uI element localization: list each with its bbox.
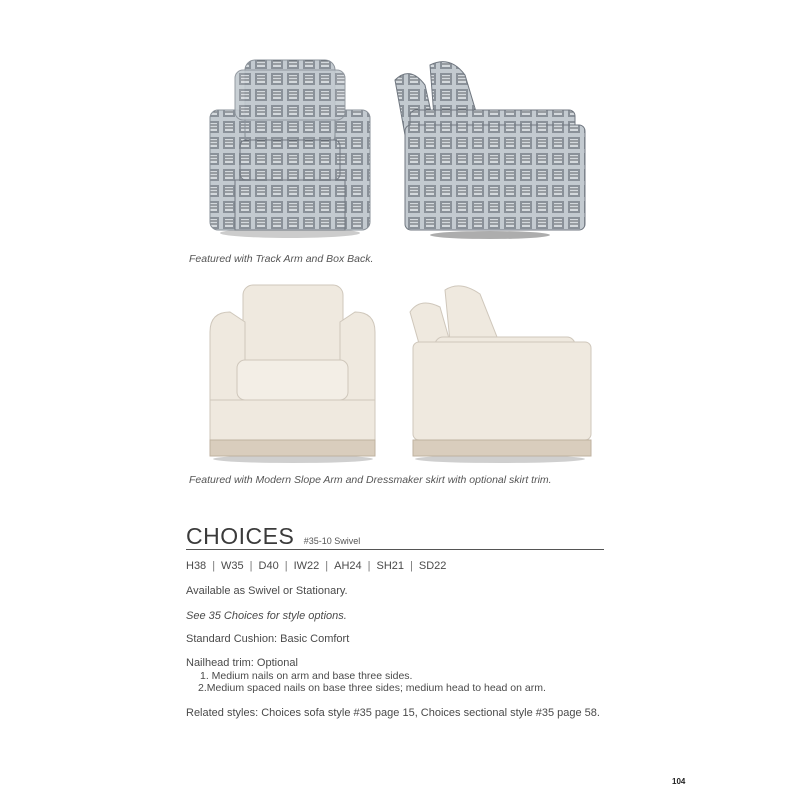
product-name: CHOICES bbox=[186, 523, 295, 549]
cushion-text: Standard Cushion: Basic Comfort bbox=[186, 633, 350, 645]
related-styles: Related styles: Choices sofa style #35 page 15, Choices sectional style #35 page 58. bbox=[186, 707, 600, 719]
dimensions: H38 | W35 | D40 | IW22 | AH24 | SH21 | SD22 bbox=[186, 560, 447, 572]
dim-inside-width: IW22 bbox=[293, 560, 320, 572]
cream-chair-front-image bbox=[205, 282, 380, 464]
patterned-chair-side-image bbox=[390, 55, 590, 240]
patterned-chair-front-image bbox=[205, 55, 375, 240]
dim-seat-height: SH21 bbox=[376, 560, 405, 572]
availability-text: Available as Swivel or Stationary. bbox=[186, 585, 348, 597]
dim-height: H38 bbox=[186, 560, 207, 572]
dim-width: W35 bbox=[221, 560, 244, 572]
caption-bottom: Featured with Modern Slope Arm and Dressmaker skirt with optional skirt trim. bbox=[189, 474, 552, 486]
nailhead-option-1: 1. Medium nails on arm and base three sides. bbox=[200, 670, 413, 682]
nailhead-option-2: 2.Medium spaced nails on base three sides; medium head to head on arm. bbox=[198, 682, 546, 694]
caption-top: Featured with Track Arm and Box Back. bbox=[189, 253, 374, 265]
dim-depth: D40 bbox=[258, 560, 279, 572]
style-note: See 35 Choices for style options. bbox=[186, 610, 347, 622]
dim-seat-depth: SD22 bbox=[418, 560, 447, 572]
dim-arm-height: AH24 bbox=[334, 560, 362, 572]
cream-chair-side-image bbox=[405, 282, 595, 464]
nailhead-label: Nailhead trim: Optional bbox=[186, 657, 298, 669]
product-model: #35-10 Swivel bbox=[303, 536, 361, 546]
product-title-row bbox=[186, 523, 604, 550]
page-number: 104 bbox=[672, 777, 686, 786]
